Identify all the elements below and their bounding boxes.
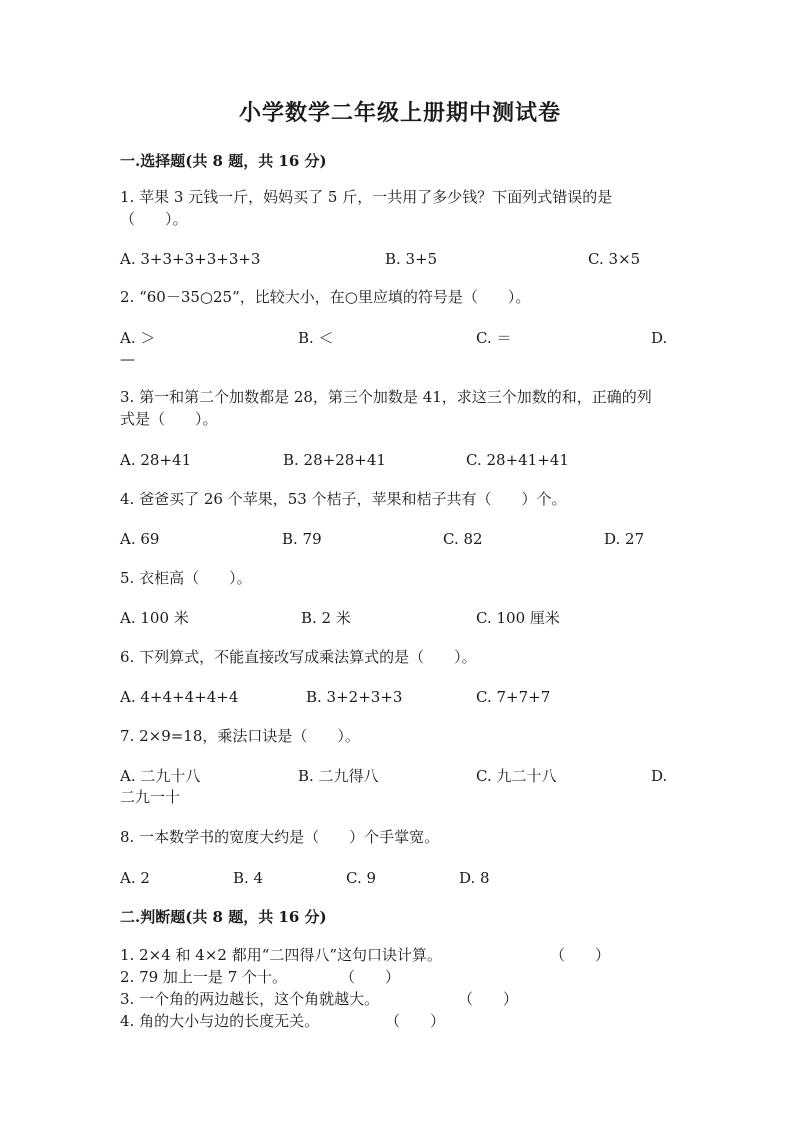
option-d-value: 二九一十: [120, 788, 181, 806]
judge-item-2-text: 2. 79 加上一是 7 个十。: [120, 968, 288, 986]
question-text-cont: （ ）。: [120, 210, 188, 228]
page-title: 小学数学二年级上册期中测试卷: [238, 100, 561, 126]
option-a: A. 4+4+4+4+4: [120, 688, 239, 706]
option-c: C. 28+41+41: [466, 451, 569, 469]
question-8: [120, 826, 439, 848]
question-text: 1. 苹果 3 元钱一斤，妈妈买了 5 斤，一共用了多少钱？下面列式错误的是: [120, 188, 613, 206]
option-a: A. 二九十八: [120, 767, 201, 785]
option-d: D. 8: [459, 869, 490, 887]
question-text: 3. 第一和第二个加数都是 28，第三个加数是 41，求这三个加数的和，正确的列: [120, 388, 652, 406]
option-b: B. ＜: [298, 329, 334, 347]
question-text: 2. “60－35○25”，比较大小，在○里应填的符号是（ ）。: [120, 288, 531, 306]
option-c: C. 82: [443, 530, 483, 548]
option-c: C. 3×5: [588, 250, 641, 268]
question-7: [120, 725, 360, 747]
option-b: B. 79: [282, 530, 322, 548]
option-b: B. 二九得八: [298, 767, 379, 785]
answer-blank[interactable]: （ ）: [385, 1012, 446, 1030]
option-b: B. 3+5: [385, 250, 438, 268]
judge-item-1-text: 1. 2×4 和 4×2 都用“二四得八”这句口诀计算。: [120, 946, 443, 964]
option-c: C. ＝: [476, 329, 512, 347]
answer-blank[interactable]: （ ）: [458, 990, 519, 1008]
option-d-value: —: [120, 350, 135, 368]
option-b: B. 2 米: [301, 609, 351, 627]
section-heading-choice: 一.选择题(共 8 题，共 16 分): [120, 152, 327, 170]
question-text: 5. 衣柜高（ ）。: [120, 569, 252, 587]
option-d: D.: [651, 767, 668, 785]
question-text: 6. 下列算式，不能直接改写成乘法算式的是（ ）。: [120, 648, 477, 666]
option-d: D. 27: [604, 530, 645, 548]
answer-blank[interactable]: （ ）: [340, 968, 401, 986]
option-a: A. 3+3+3+3+3+3: [120, 250, 261, 268]
option-a: A. 2: [120, 869, 150, 887]
option-a: A. ＞: [120, 329, 156, 347]
option-a: A. 100 米: [120, 609, 189, 627]
question-text: 7. 2×9=18，乘法口诀是（ ）。: [120, 727, 360, 745]
question-5: [120, 567, 252, 589]
option-b: B. 3+2+3+3: [306, 688, 403, 706]
option-a: A. 28+41: [120, 451, 192, 469]
question-text-cont: 式是（ ）。: [120, 410, 218, 428]
option-c: C. 九二十八: [476, 767, 557, 785]
question-1: [120, 186, 612, 230]
question-6: [120, 646, 477, 668]
option-b: B. 28+28+41: [283, 451, 386, 469]
option-b: B. 4: [233, 869, 264, 887]
option-a: A. 69: [120, 530, 160, 548]
section-heading-judge: 二.判断题(共 8 题，共 16 分): [120, 908, 327, 926]
option-c: C. 100 厘米: [476, 609, 560, 627]
question-3: [120, 386, 652, 430]
option-c: C. 7+7+7: [476, 688, 551, 706]
judge-item-3-text: 3. 一个角的两边越长，这个角就越大。: [120, 990, 380, 1008]
question-2: [120, 286, 530, 308]
question-text: 8. 一本数学书的宽度大约是（ ）个手掌宽。: [120, 828, 440, 846]
option-d: D.: [651, 329, 668, 347]
judge-item-4-text: 4. 角的大小与边的长度无关。: [120, 1012, 320, 1030]
option-c: C. 9: [346, 869, 377, 887]
question-text: 4. 爸爸买了 26 个苹果，53 个桔子，苹果和桔子共有（ ）个。: [120, 490, 567, 508]
question-4: [120, 488, 567, 510]
answer-blank[interactable]: （ ）: [550, 946, 611, 964]
